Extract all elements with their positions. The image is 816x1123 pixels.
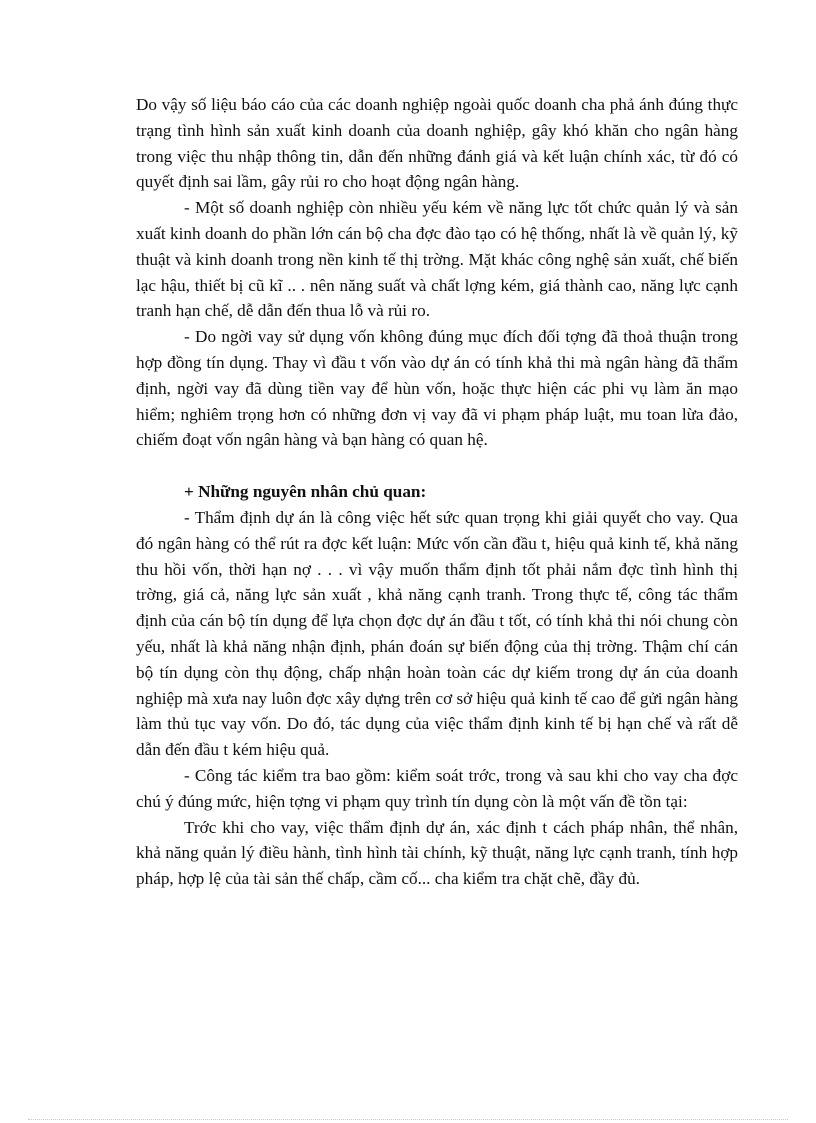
body-paragraph: - Một số doanh nghiệp còn nhiều yếu kém về năng lực tốt chức quản lý và sản xuất kinh doanh do phần lớn cán bộ cha đợc đào tạo có hệ thống, nhất là về quản lý, kỹ thuật và kinh doanh trong nền kinh tế thị trờng. Mặt khác công nghệ sản xuất, chế biến lạc hậu, thiết bị cũ kĩ .. . nên năng suất và chất lợng kém, giá thành cao, năng lực cạnh tranh hạn chế, dễ dẫn đến thua lỗ và rủi ro. <box>136 198 738 321</box>
body-paragraph: - Thẩm định dự án là công việc hết sức quan trọng khi giải quyết cho vay. Qua đó ngân hàng có thể rút ra đợc kết luận: Mức vốn cần đầu t, hiệu quả kinh tế, khả năng thu hồi vốn, thời hạn nợ . . . vì vậy muốn thẩm định tốt phải nắm đợc tình hình thị trờng, giá cả, năng lực sản xuất , khả năng cạnh tranh. Trong thực tế, công tác thẩm định của cán bộ tín dụng để lựa chọn đợc dự án đầu t tốt, có tính khả thi nói chung còn yếu, nhất là khả năng nhận định, phán đoán sự biến động của thị trờng. Thậm chí cán bộ tín dụng còn thụ động, chấp nhận hoàn toàn các dự kiếm trong dự án của doanh nghiệp mà xưa nay luôn đợc xây dựng trên cơ sở hiệu quả kinh tế cao để gửi ngân hàng làm thủ tục vay vốn. Do đó, tác dụng của việc thẩm định kinh tế bị hạn chế và rất dễ dẫn đến đầu t kém hiệu quả. <box>136 507 738 760</box>
document-body <box>136 92 738 892</box>
page-bottom-divider <box>28 1119 788 1120</box>
body-paragraph: Do vậy số liệu báo cáo của các doanh nghiệp ngoài quốc doanh cha phả ánh đúng thực trạng tình hình sản xuất kinh doanh của doanh nghiệp, gây khó khăn cho ngân hàng trong việc thu nhập thông tin, dẫn đến những đánh giá và kết luận chính xác, từ đó có quyết định sai lầm, gây rủi ro cho hoạt động ngân hàng. <box>136 95 738 192</box>
body-paragraph: - Công tác kiểm tra bao gồm: kiểm soát trớc, trong và sau khi cho vay cha đợc chú ý đúng mức, hiện tợng vi phạm quy trình tín dụng còn là một vấn đề tồn tại: <box>136 765 738 811</box>
body-paragraph: Trớc khi cho vay, việc thẩm định dự án, xác định t cách pháp nhân, thể nhân, khả năng quản lý điều hành, tình hình tài chính, kỹ thuật, năng lực cạnh tranh, tính hợp pháp, hợp lệ của tài sản thế chấp, cầm cố... cha kiểm tra chặt chẽ, đầy đủ. <box>136 817 738 889</box>
paragraph-spacer <box>136 453 738 479</box>
section-heading: + Những nguyên nhân chủ quan: <box>184 482 427 502</box>
body-paragraph: - Do ngời vay sử dụng vốn không đúng mục đích đối tợng đã thoả thuận trong hợp đồng tín dụng. Thay vì đầu t vốn vào dự án có tính khả thi mà ngân hàng đã thẩm định, ngời vay đã dùng tiền vay để hùn vốn, hoặc thực hiện các phi vụ làm ăn mạo hiểm; nghiêm trọng hơn có những đơn vị vay đã vi phạm pháp luật, mu toan lừa đảo, chiếm đoạt vốn ngân hàng và bạn hàng có quan hệ. <box>136 327 738 450</box>
